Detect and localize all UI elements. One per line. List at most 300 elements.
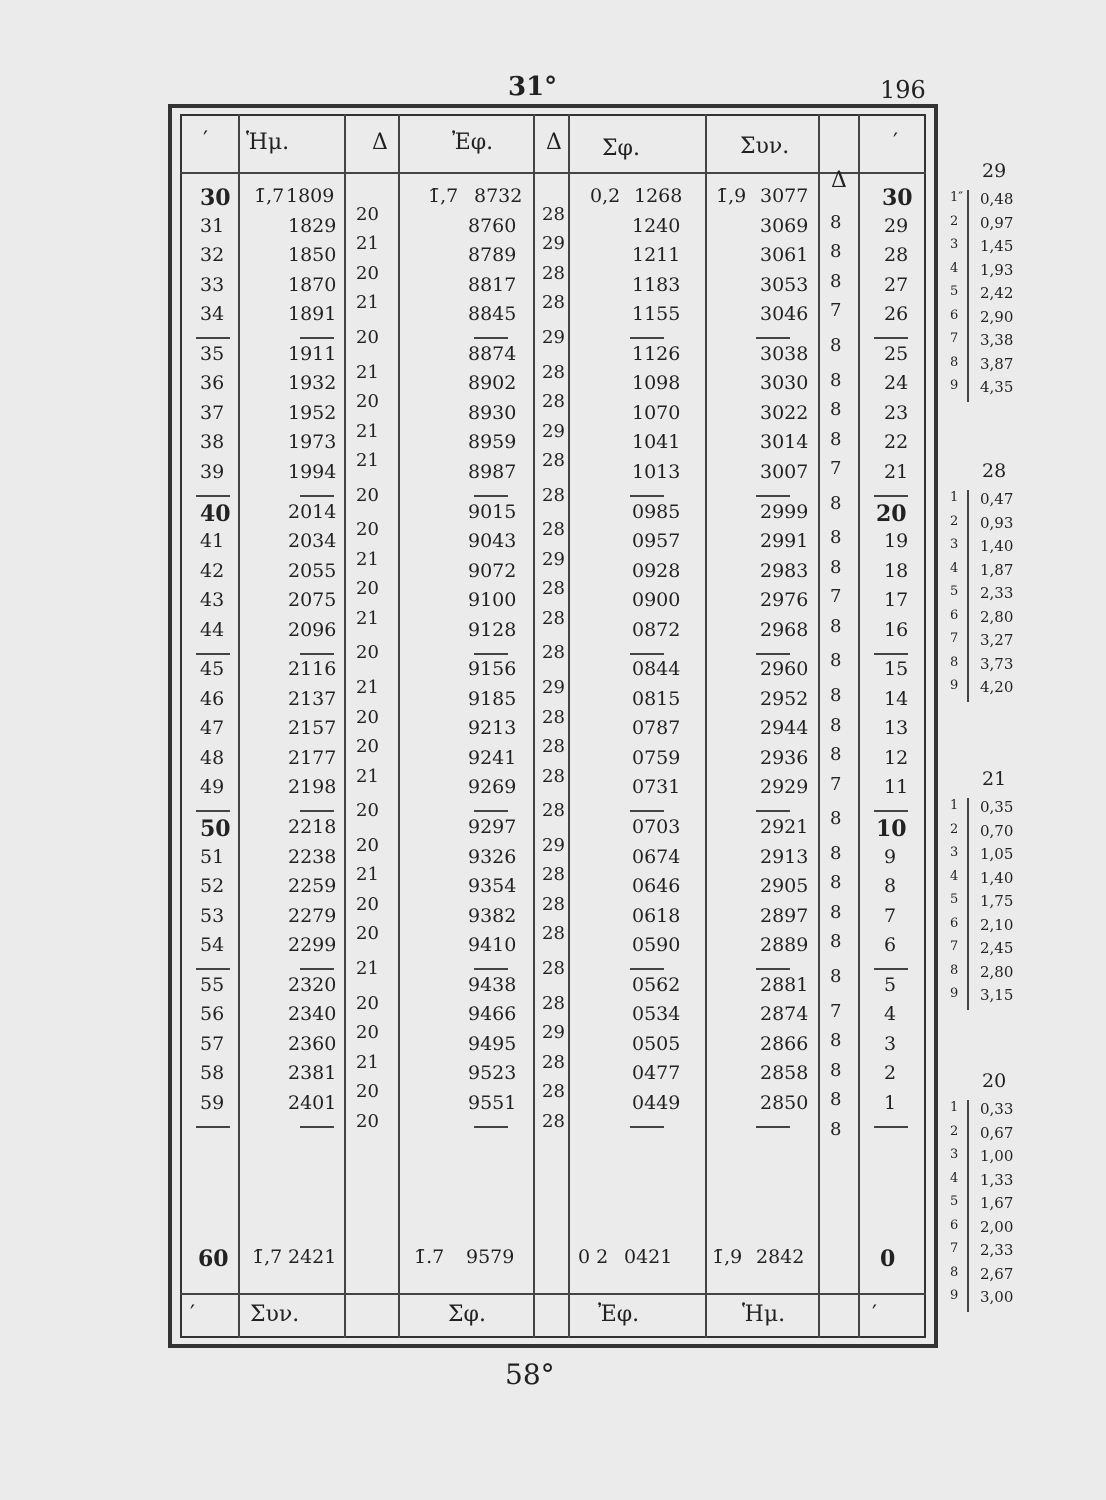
delta-tangent: 29 <box>542 233 565 255</box>
group-rule <box>474 337 508 339</box>
column-header: Ἐφ. <box>452 130 494 155</box>
delta-sine: 21 <box>356 548 379 570</box>
cotangent-value: 0844 <box>632 658 681 681</box>
group-rule <box>874 337 908 339</box>
delta-sine: 21 <box>356 607 379 629</box>
pp-index: 3 <box>950 1147 959 1162</box>
cosine-value: 2960 <box>760 658 809 681</box>
pp-index: 1 <box>950 798 959 813</box>
delta-tangent: 28 <box>542 262 565 284</box>
pp-index: 5 <box>950 892 959 907</box>
cotangent-value: 0449 <box>632 1091 681 1114</box>
cotangent-value: 0872 <box>632 618 681 641</box>
delta-tangent: 28 <box>542 736 565 758</box>
pp-heading: 28 <box>982 460 1007 482</box>
pp-value: 0,35 <box>980 798 1014 816</box>
pp-value: 0,70 <box>980 821 1014 840</box>
group-rule <box>300 653 334 655</box>
minute-label: 33 <box>200 273 225 296</box>
sine-value: 2177 <box>288 746 337 769</box>
column-header: ′ <box>893 130 898 155</box>
column-divider <box>398 114 400 1338</box>
pp-value: 3,15 <box>980 986 1014 1004</box>
pp-index: 9 <box>950 1288 959 1303</box>
tangent-value: 9466 <box>468 1003 517 1026</box>
delta-tangent: 28 <box>542 642 565 664</box>
delta-sine: 21 <box>356 292 379 314</box>
delta-sine: 20 <box>356 484 379 506</box>
pp-index: 1 <box>950 1100 959 1115</box>
delta-tangent: 28 <box>542 957 565 979</box>
cosine-value: 3046 <box>760 303 809 326</box>
column-divider <box>705 114 707 1338</box>
delta-sine: 20 <box>356 262 379 284</box>
column-footer: Ἡμ. <box>742 1302 786 1327</box>
minute-label: 54 <box>200 934 225 957</box>
sine-value: 2157 <box>288 717 337 740</box>
minute-label: 39 <box>200 460 225 483</box>
minute-label-right: 27 <box>884 273 909 296</box>
delta-cosine: 7 <box>830 773 842 795</box>
sine-value: 1829 <box>288 214 337 237</box>
pp-heading: 20 <box>982 1070 1007 1092</box>
sine-value: 2279 <box>288 904 337 927</box>
minute-label-right: 22 <box>884 431 909 454</box>
sine-value: 2381 <box>288 1062 337 1085</box>
pp-value: 1,33 <box>980 1170 1014 1189</box>
pp-index: 2 <box>950 513 959 529</box>
sine-value: 1911 <box>288 342 337 365</box>
group-rule <box>756 495 790 497</box>
tangent-value: 8930 <box>468 401 517 424</box>
group-rule <box>196 1126 230 1128</box>
sine-value: 2340 <box>288 1003 337 1026</box>
cotangent-value: 1041 <box>632 431 681 454</box>
pp-index: 6 <box>950 307 959 323</box>
sine-value: 1809 <box>286 185 335 207</box>
tangent-value: 9579 <box>466 1246 515 1268</box>
tangent-value: 9241 <box>468 746 517 769</box>
pp-index: 5 <box>950 584 959 599</box>
delta-tangent: 28 <box>542 578 565 600</box>
cosine-value: 2850 <box>760 1091 809 1114</box>
minute-label: 57 <box>200 1032 225 1055</box>
tangent-value: 8874 <box>468 342 517 365</box>
delta-cosine: 8 <box>830 714 842 736</box>
delta-sine: 20 <box>356 736 379 758</box>
sine-value: 2238 <box>288 845 337 868</box>
minute-label: 43 <box>200 589 225 612</box>
tangent-value: 8987 <box>468 460 517 483</box>
minute-label: 52 <box>200 875 225 898</box>
minute-label: 42 <box>200 559 225 582</box>
group-rule <box>630 968 664 970</box>
sine-value: 2014 <box>288 500 337 523</box>
delta-tangent: 29 <box>542 1022 565 1044</box>
sine-value: 1994 <box>288 460 337 483</box>
cotangent-value: 0787 <box>632 717 681 740</box>
minute-label: 31 <box>200 214 225 237</box>
group-rule <box>874 968 908 970</box>
minute-label-right: 17 <box>884 589 909 612</box>
pp-value: 2,00 <box>980 1217 1014 1236</box>
page-number: 196 <box>880 76 926 104</box>
delta-tangent: 28 <box>542 203 565 225</box>
cosine-value: 2929 <box>760 776 809 799</box>
minute-label: 45 <box>200 658 225 681</box>
minute-label: 46 <box>200 687 225 710</box>
cotangent-value: 0618 <box>632 904 681 927</box>
group-rule <box>756 337 790 339</box>
group-rule <box>874 1126 908 1128</box>
pp-index: 4 <box>950 868 959 884</box>
tangent-value: 9551 <box>468 1091 517 1114</box>
minute-label-right: 12 <box>884 746 909 769</box>
pp-index: 4 <box>950 1170 959 1186</box>
delta-tangent: 28 <box>542 484 565 506</box>
sine-value: 2034 <box>288 530 337 553</box>
delta-cosine: 8 <box>830 965 842 987</box>
column-header: Δ <box>546 130 562 155</box>
pp-value: 1,93 <box>980 260 1014 279</box>
group-rule <box>630 337 664 339</box>
delta-cosine: 7 <box>830 586 842 608</box>
cosine-value: 2913 <box>760 845 809 868</box>
delta-cosine: 8 <box>830 901 842 923</box>
delta-sine: 21 <box>356 957 379 979</box>
column-divider <box>858 114 860 1338</box>
minute-label-right: 23 <box>884 401 909 424</box>
delta-sine: 21 <box>356 420 379 442</box>
minute-label-right: 14 <box>884 687 909 710</box>
cosine-value: 2991 <box>760 530 809 553</box>
delta-sine: 20 <box>356 893 379 915</box>
pp-index: 7 <box>950 631 959 646</box>
tangent-value: 9072 <box>468 559 517 582</box>
delta-tangent: 28 <box>542 361 565 383</box>
group-rule <box>474 495 508 497</box>
delta-cosine: 8 <box>830 872 842 894</box>
cotangent-value: 1211 <box>632 244 681 267</box>
pp-index: 8 <box>950 962 959 978</box>
value-prefix: 1̄,7 <box>254 185 285 207</box>
pp-value: 2,10 <box>980 915 1014 934</box>
minute-label-right: 18 <box>884 559 909 582</box>
cosine-value: 3077 <box>760 185 809 207</box>
pp-index: 1 <box>950 490 959 505</box>
sine-value: 2401 <box>288 1091 337 1114</box>
sine-value: 2421 <box>288 1246 337 1268</box>
tangent-value: 8959 <box>468 431 517 454</box>
minute-label: 47 <box>200 717 225 740</box>
delta-sine: 20 <box>356 578 379 600</box>
tangent-value: 9438 <box>468 973 517 996</box>
delta-sine: 20 <box>356 706 379 728</box>
cosine-value: 2944 <box>760 717 809 740</box>
sine-value: 1952 <box>288 401 337 424</box>
pp-value: 3,73 <box>980 654 1014 673</box>
cotangent-value: 1070 <box>632 401 681 424</box>
cotangent-value: 0703 <box>632 816 681 838</box>
minute-label: 38 <box>200 431 225 454</box>
minute-label-right: 7 <box>884 904 897 927</box>
cotangent-value: 0900 <box>632 589 681 612</box>
delta-tangent: 28 <box>542 923 565 945</box>
tangent-value: 9326 <box>468 845 517 868</box>
minute-label: 32 <box>200 244 225 267</box>
group-rule <box>630 1126 664 1128</box>
sine-value: 2360 <box>288 1032 337 1055</box>
delta-cosine: 8 <box>830 1030 842 1052</box>
cosine-value: 2976 <box>760 589 809 612</box>
pp-value: 0,47 <box>980 490 1014 508</box>
minute-label: 44 <box>200 618 225 641</box>
column-footer: ′ <box>190 1302 195 1327</box>
column-divider <box>344 114 346 1338</box>
delta-tangent: 28 <box>542 1110 565 1132</box>
header-divider <box>180 172 926 174</box>
sine-value: 2320 <box>288 973 337 996</box>
minute-label-right: 30 <box>882 185 913 211</box>
minute-label-right: 3 <box>884 1032 897 1055</box>
pp-value: 0,33 <box>980 1100 1014 1118</box>
minute-label: 41 <box>200 530 225 553</box>
column-header: Σφ. <box>602 136 640 161</box>
cosine-value: 3053 <box>760 273 809 296</box>
column-footer: ′ <box>872 1302 877 1327</box>
cotangent-value: 0815 <box>632 687 681 710</box>
cotangent-value: 1268 <box>634 185 683 207</box>
sine-value: 2137 <box>288 687 337 710</box>
cosine-value: 2983 <box>760 559 809 582</box>
pp-value: 2,33 <box>980 584 1014 602</box>
tangent-value: 9128 <box>468 618 517 641</box>
sine-value: 2055 <box>288 559 337 582</box>
cosine-value: 3061 <box>760 244 809 267</box>
pp-heading: 21 <box>982 768 1007 790</box>
delta-tangent: 28 <box>542 992 565 1014</box>
minute-label: 48 <box>200 746 225 769</box>
minute-label-right: 28 <box>884 244 909 267</box>
delta-sine: 20 <box>356 391 379 413</box>
column-footer: Σφ. <box>448 1302 486 1327</box>
pp-value: 2,80 <box>980 962 1014 981</box>
delta-cosine: 8 <box>830 527 842 549</box>
cotangent-value: 0957 <box>632 530 681 553</box>
cosine-value: 2866 <box>760 1032 809 1055</box>
minute-label-right: 13 <box>884 717 909 740</box>
pp-value: 2,80 <box>980 607 1014 626</box>
minute-label: 40 <box>200 500 231 527</box>
minute-label-right: 25 <box>884 342 909 365</box>
delta-cosine: 8 <box>830 1089 842 1111</box>
delta-sine: 21 <box>356 765 379 787</box>
minute-label-right: 21 <box>884 460 909 483</box>
delta-cosine: 8 <box>830 615 842 637</box>
delta-cosine: 8 <box>830 270 842 292</box>
tangent-value: 8845 <box>468 303 517 326</box>
delta-cosine: 8 <box>830 428 842 450</box>
delta-tangent: 28 <box>542 765 565 787</box>
sine-value: 2259 <box>288 875 337 898</box>
delta-sine: 21 <box>356 864 379 886</box>
pp-value: 2,90 <box>980 307 1014 326</box>
minute-label-right: 16 <box>884 618 909 641</box>
pp-index: 1″ <box>950 190 964 205</box>
delta-tangent: 29 <box>542 677 565 699</box>
footer-divider <box>180 1293 926 1295</box>
pp-value: 2,33 <box>980 1241 1014 1259</box>
pp-index: 7 <box>950 939 959 954</box>
value-prefix: 0,2 <box>590 185 621 207</box>
minute-label-right: 24 <box>884 372 909 395</box>
tangent-value: 9354 <box>468 875 517 898</box>
sine-value: 1891 <box>288 303 337 326</box>
group-rule <box>196 968 230 970</box>
cotangent-value: 1098 <box>632 372 681 395</box>
minute-label: 56 <box>200 1003 225 1026</box>
minute-label: 53 <box>200 904 225 927</box>
group-rule <box>756 1126 790 1128</box>
pp-index: 8 <box>950 1264 959 1280</box>
cotangent-value: 0534 <box>632 1003 681 1026</box>
group-rule <box>300 968 334 970</box>
delta-cosine: 8 <box>830 744 842 766</box>
cosine-value: 2889 <box>760 934 809 957</box>
group-rule <box>474 1126 508 1128</box>
delta-tangent: 29 <box>542 420 565 442</box>
minute-label-right: 26 <box>884 303 909 326</box>
group-rule <box>196 653 230 655</box>
delta-cosine: 8 <box>830 650 842 672</box>
delta-cosine: 8 <box>830 1118 842 1140</box>
tangent-value: 9156 <box>468 658 517 681</box>
cosine-value: 3014 <box>760 431 809 454</box>
column-header: Ἡμ. <box>246 130 290 155</box>
group-rule <box>300 337 334 339</box>
delta-cosine: 8 <box>830 1059 842 1081</box>
delta-sine: 20 <box>356 1081 379 1103</box>
pp-index: 5 <box>950 1194 959 1209</box>
pp-value: 4,20 <box>980 678 1014 696</box>
pp-index: 6 <box>950 1217 959 1233</box>
column-divider <box>238 114 240 1338</box>
sine-value: 1870 <box>288 273 337 296</box>
pp-divider <box>967 1100 969 1312</box>
column-header: Συν. <box>740 134 790 159</box>
group-rule <box>300 1126 334 1128</box>
cotangent-value: 0590 <box>632 934 681 957</box>
cotangent-value: 0646 <box>632 875 681 898</box>
cosine-value: 3038 <box>760 342 809 365</box>
minute-label: 37 <box>200 401 225 424</box>
delta-cosine: 7 <box>830 300 842 322</box>
group-rule <box>474 968 508 970</box>
group-rule <box>196 810 230 812</box>
tangent-value: 9523 <box>468 1062 517 1085</box>
sine-value: 2075 <box>288 589 337 612</box>
pp-value: 2,42 <box>980 284 1014 302</box>
delta-tangent: 29 <box>542 834 565 856</box>
cotangent-value: 1126 <box>632 342 681 365</box>
delta-tangent: 28 <box>542 893 565 915</box>
delta-tangent: 28 <box>542 1081 565 1103</box>
minute-label: 51 <box>200 845 225 868</box>
cotangent-value: 0985 <box>632 500 681 523</box>
pp-index: 7 <box>950 331 959 346</box>
tangent-value: 9213 <box>468 717 517 740</box>
tangent-value: 9495 <box>468 1032 517 1055</box>
pp-value: 1,45 <box>980 237 1014 255</box>
minute-label: 49 <box>200 776 225 799</box>
delta-tangent: 28 <box>542 292 565 314</box>
delta-sine: 20 <box>356 834 379 856</box>
delta-sine: 21 <box>356 450 379 472</box>
column-header: ′ <box>203 128 208 153</box>
delta-sine: 20 <box>356 1110 379 1132</box>
sine-value: 1850 <box>288 244 337 267</box>
tangent-value: 9269 <box>468 776 517 799</box>
minute-label-right: 10 <box>876 816 907 842</box>
pp-index: 6 <box>950 607 959 623</box>
group-rule <box>300 810 334 812</box>
pp-index: 2 <box>950 821 959 837</box>
cotangent-value: 0505 <box>632 1032 681 1055</box>
group-rule <box>630 495 664 497</box>
pp-value: 1,40 <box>980 537 1014 555</box>
delta-cosine: 8 <box>830 492 842 514</box>
delta-sine: 20 <box>356 326 379 348</box>
delta-tangent: 29 <box>542 548 565 570</box>
delta-cosine: 8 <box>830 931 842 953</box>
cotangent-value: 0477 <box>632 1062 681 1085</box>
group-rule <box>630 810 664 812</box>
tangent-value: 8732 <box>474 185 523 207</box>
minute-label: 36 <box>200 372 225 395</box>
sine-value: 2299 <box>288 934 337 957</box>
value-prefix: 1̄,9 <box>716 185 747 207</box>
delta-tangent: 28 <box>542 391 565 413</box>
minute-label: 50 <box>200 816 231 842</box>
delta-cosine: 8 <box>830 556 842 578</box>
pp-index: 7 <box>950 1241 959 1256</box>
minute-label-right: 1 <box>884 1091 897 1114</box>
sine-value: 1932 <box>288 372 337 395</box>
tangent-value: 8789 <box>468 244 517 267</box>
group-rule <box>474 653 508 655</box>
cotangent-value: 0731 <box>632 776 681 799</box>
value-prefix: 0 2 <box>578 1246 609 1268</box>
delta-cosine: 8 <box>830 369 842 391</box>
delta-sine: 20 <box>356 642 379 664</box>
pp-value: 1,87 <box>980 560 1014 579</box>
cosine-value: 2881 <box>760 973 809 996</box>
delta-sine: 20 <box>356 203 379 225</box>
minute-label-right: 2 <box>884 1062 897 1085</box>
pp-value: 0,48 <box>980 190 1014 208</box>
cotangent-value: 0674 <box>632 845 681 868</box>
minute-label-right: 5 <box>884 973 897 996</box>
pp-value: 1,00 <box>980 1147 1014 1165</box>
pp-value: 3,87 <box>980 354 1014 373</box>
tangent-value: 8760 <box>468 214 517 237</box>
pp-value: 0,67 <box>980 1123 1014 1142</box>
minute-label-right: 15 <box>884 658 909 681</box>
delta-tangent: 28 <box>542 607 565 629</box>
pp-index: 2 <box>950 213 959 229</box>
delta-sine: 21 <box>356 233 379 255</box>
delta-sine: 20 <box>356 519 379 541</box>
